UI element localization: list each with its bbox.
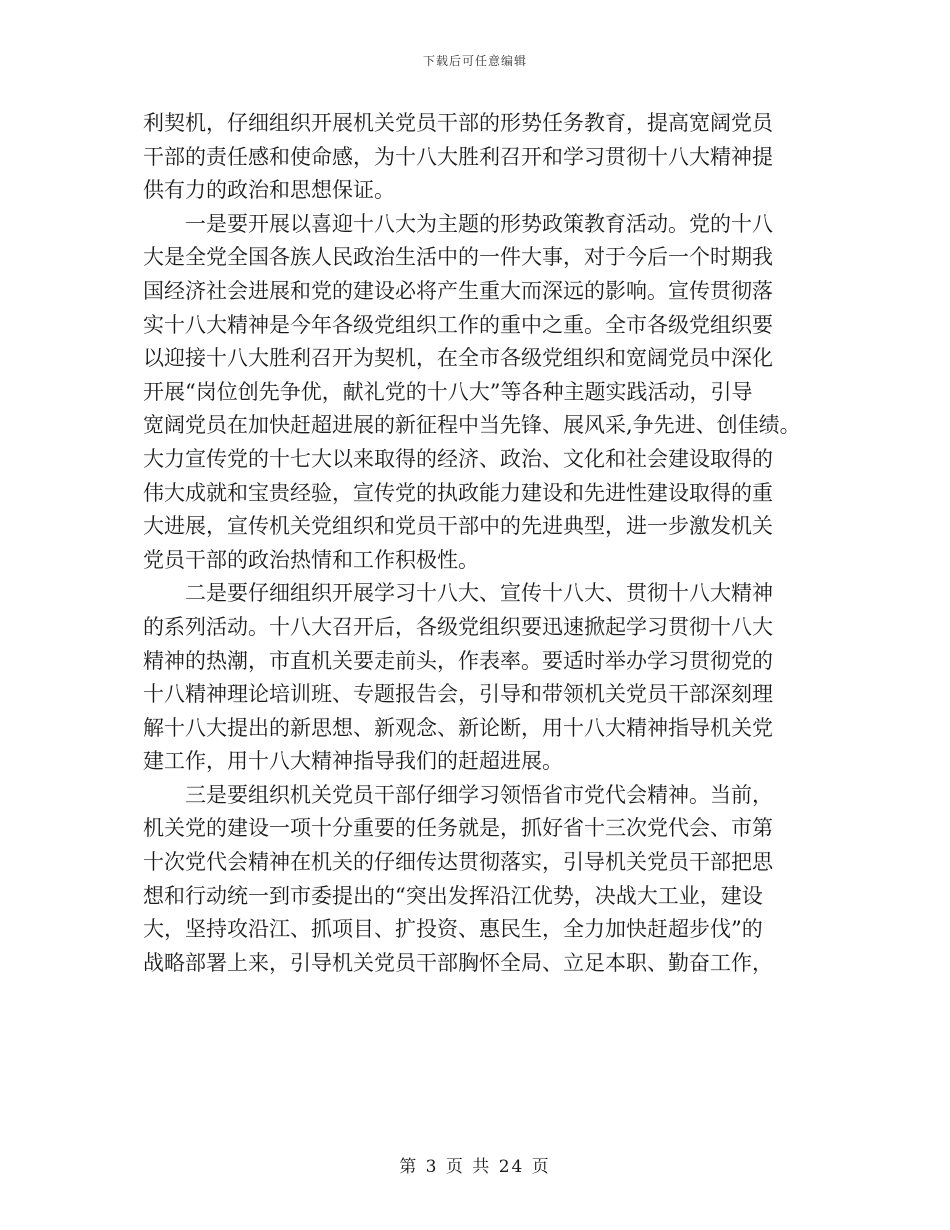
paragraph-2 [143, 208, 815, 578]
text-line: 一是要开展以喜迎十八大为主题的形势政策教育活动。党的十八 [185, 211, 773, 236]
text-line: 宽阔党员在加快赶超进展的新征程中当先锋、展风采,争先进、创佳绩。 [143, 413, 801, 438]
page-number: 第 3 页 共 24 页 [399, 1157, 551, 1177]
text-line: 以迎接十八大胜利召开为契机，在全市各级党组织和宽阔党员中深化 [143, 346, 773, 371]
text-line: 二是要仔细组织开展学习十八大、宣传十八大、贯彻十八大精神 [185, 581, 773, 606]
text-line: 机关党的建设一项十分重要的任务就是，抓好省十三次党代会、市第 [143, 816, 773, 841]
text-line: 解十八大提出的新思想、新观念、新论断，用十八大精神指导机关党 [143, 715, 773, 740]
text-line: 的系列活动。十八大召开后，各级党组织要迅速掀起学习贯彻十八大 [143, 614, 773, 639]
text-line: 伟大成就和宝贵经验，宣传党的执政能力建设和先进性建设取得的重 [143, 480, 773, 505]
text-line: 十次党代会精神在机关的仔细传达贯彻落实，引导机关党员干部把思 [143, 850, 773, 875]
header-note: 下载后可任意编辑 [422, 54, 527, 68]
paragraph-4 [143, 779, 815, 981]
text-line: 大进展，宣传机关党组织和党员干部中的先进典型，进一步激发机关 [143, 514, 773, 539]
text-line: 十八精神理论培训班、专题报告会，引导和带领机关党员干部深刻理 [143, 682, 773, 707]
text-line: 大是全党全国各族人民政治生活中的一件大事，对于今后一个时期我 [143, 245, 773, 270]
text-line: 三是要组织机关党员干部仔细学习领悟省市党代会精神。当前， [185, 782, 773, 807]
text-line: 实十八大精神是今年各级党组织工作的重中之重。全市各级党组织要 [143, 312, 773, 337]
text-line: 国经济社会进展和党的建设必将产生重大而深远的影响。宣传贯彻落 [143, 278, 773, 303]
text-line: 干部的责任感和使命感，为十八大胜利召开和学习贯彻十八大精神提 [143, 144, 773, 169]
text-line: 利契机，仔细组织开展机关党员干部的形势任务教育，提高宽阔党员 [143, 111, 773, 135]
text-line: 想和行动统一到市委提出的“突出发挥沿江优势，决战大工业，建设 [143, 883, 763, 908]
text-line: 大力宣传党的十七大以来取得的经济、政治、文化和社会建设取得的 [143, 446, 773, 471]
text-line: 精神的热潮，市直机关要走前头，作表率。要适时举办学习贯彻党的 [143, 648, 773, 673]
document-body [143, 107, 815, 980]
text-line: 战略部署上来，引导机关党员干部胸怀全局、立足本职、勤奋工作， [143, 950, 773, 975]
paragraph-1 [143, 107, 815, 208]
text-line: 开展“岗位创先争优，献礼党的十八大”等各种主题实践活动，引导 [143, 379, 753, 404]
text-line: 建工作，用十八大精神指导我们的赶超进展。 [143, 749, 563, 774]
text-line: 供有力的政治和思想保证。 [143, 178, 395, 203]
text-line: 大，坚持攻沿江、抓项目、扩投资、惠民生，全力加快赶超步伐”的 [143, 917, 763, 942]
text-line: 党员干部的政治热情和工作积极性。 [143, 547, 479, 572]
paragraph-3 [143, 577, 815, 779]
